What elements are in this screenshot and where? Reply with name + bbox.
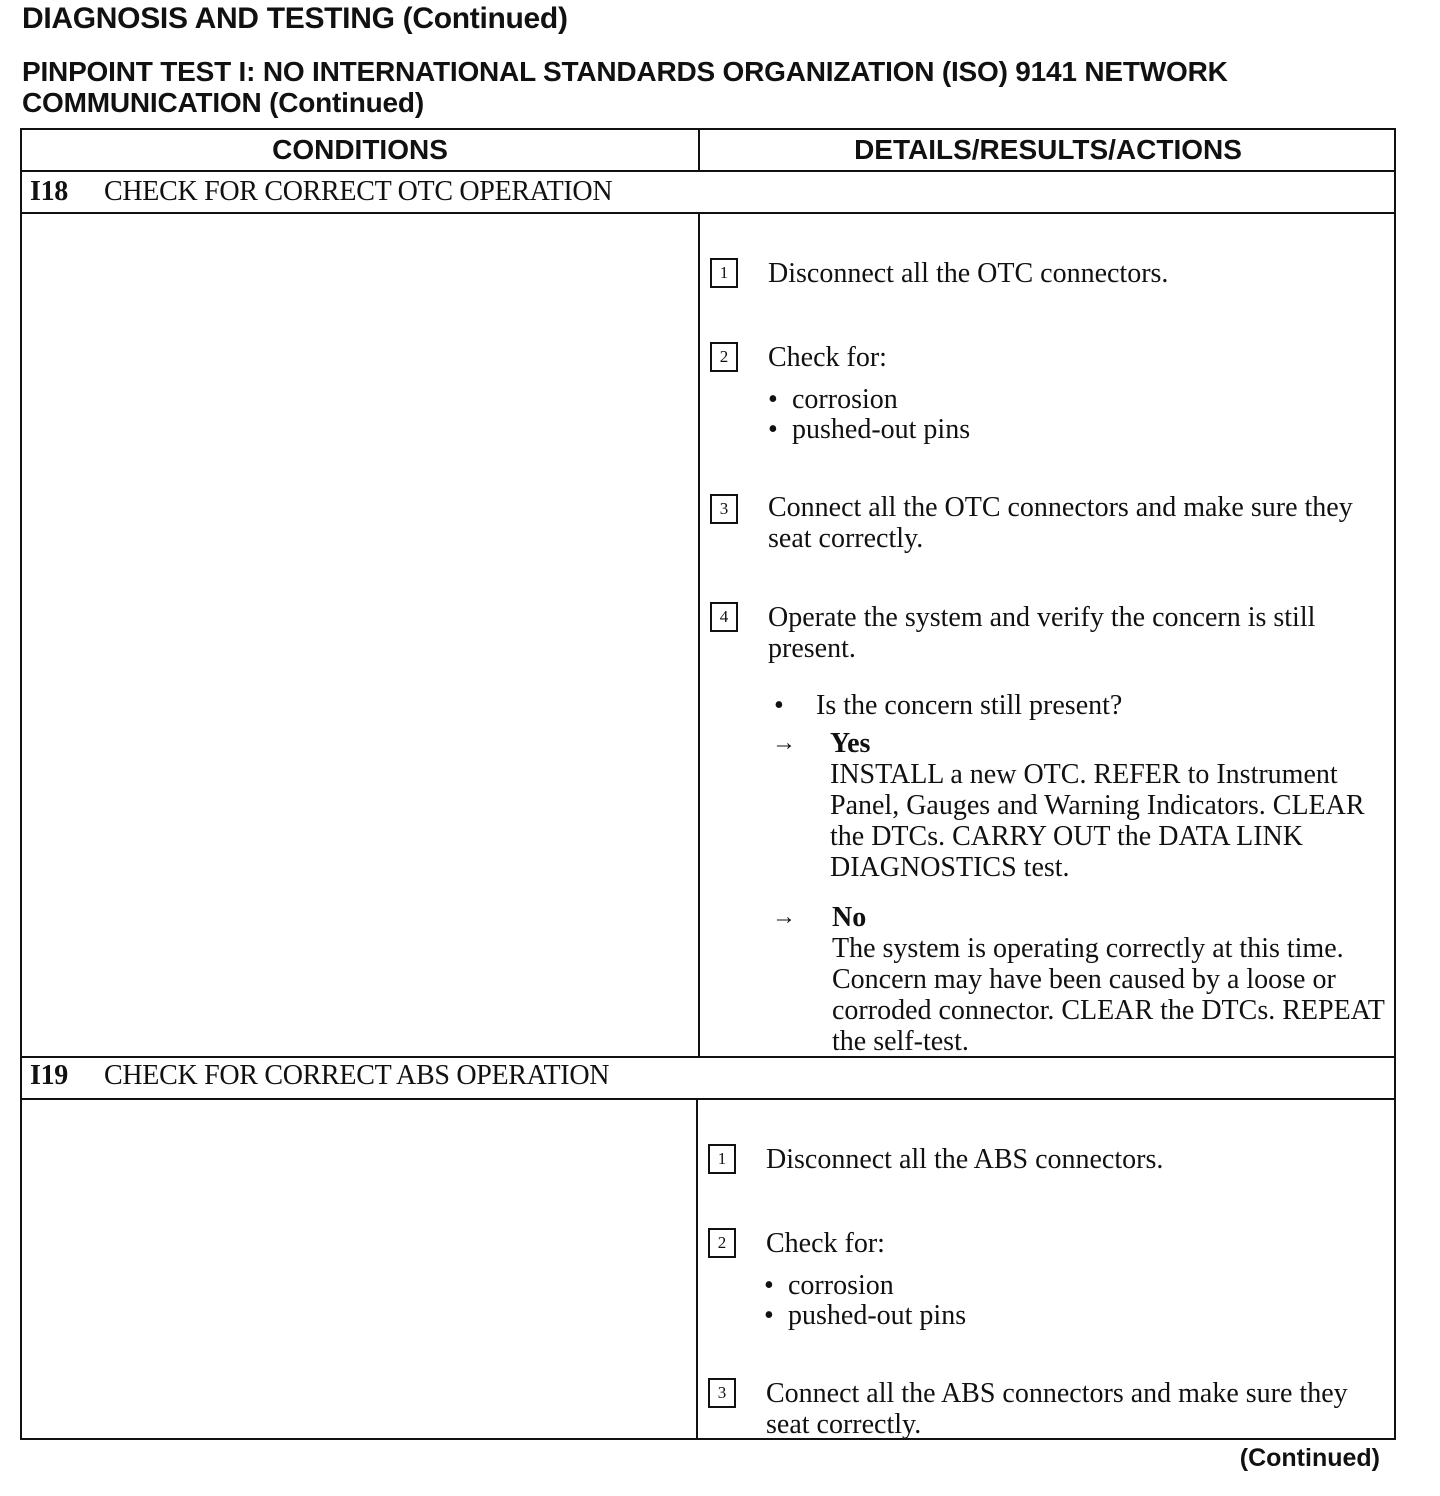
- step-text: Disconnect all the OTC connectors.: [768, 258, 1169, 289]
- answer-label: Yes: [830, 728, 871, 759]
- answer-text: INSTALL a new OTC. REFER to Instrument Panel, Gauges and Warning Indicators. CLEAR the DTCs. CARRY OUT the DATA LINK DIAGNOSTICS test.: [830, 759, 1365, 883]
- step-id: I18: [30, 176, 68, 207]
- step-text: Check for:: [766, 1228, 885, 1259]
- step-text: Connect all the ABS connectors and make sure they seat correctly.: [766, 1378, 1348, 1440]
- check-bullet: • pushed-out pins: [768, 414, 971, 445]
- step-number-box: 4: [710, 602, 738, 632]
- step-title: CHECK FOR CORRECT OTC OPERATION: [104, 176, 613, 207]
- conditions-header: CONDITIONS: [272, 134, 448, 165]
- step-number-box: 2: [710, 342, 738, 372]
- row-rule: [22, 212, 1394, 214]
- bullet-text: pushed-out pins: [792, 414, 971, 445]
- step-number-box: 1: [710, 258, 738, 288]
- bullet-text: corrosion: [792, 384, 898, 415]
- continued-label: (Continued): [1239, 1444, 1380, 1472]
- step-text: Disconnect all the ABS connectors.: [766, 1144, 1164, 1175]
- step-number-box: 1: [708, 1144, 736, 1174]
- row-rule: [22, 1098, 1394, 1100]
- step-heading-i19: [30, 1060, 609, 1092]
- step-number-box: 3: [708, 1378, 736, 1408]
- question-text: Is the concern still present?: [816, 690, 1123, 721]
- page-title: DIAGNOSIS AND TESTING (Continued): [22, 2, 568, 35]
- step-number-box: 3: [710, 494, 738, 524]
- step-text: Operate the system and verify the concern is still present.: [768, 602, 1316, 664]
- check-bullet: • corrosion: [768, 384, 898, 415]
- step-id: I19: [30, 1060, 68, 1091]
- arrow-right-icon: →: [772, 904, 796, 930]
- answer-label: No: [832, 902, 867, 933]
- step-heading-i18: [30, 176, 612, 208]
- bullet-text: pushed-out pins: [788, 1300, 967, 1331]
- column-divider: [696, 1098, 698, 1440]
- answer-no: [832, 902, 1392, 1057]
- step-number-box: 2: [708, 1228, 736, 1258]
- pinpoint-test-title: PINPOINT TEST I: NO INTERNATIONAL STANDARDS ORGANIZATION (ISO) 9141 NETWORK COMMUNICATION (Continued): [22, 56, 1228, 118]
- step-text: Check for:: [768, 342, 887, 373]
- question: • Is the concern still present?: [774, 690, 1123, 721]
- arrow-right-icon: →: [772, 730, 796, 756]
- column-divider: [698, 212, 700, 1056]
- header-divider: [698, 130, 700, 170]
- step-text: Connect all the OTC connectors and make sure they seat correctly.: [768, 492, 1353, 554]
- check-bullet: • corrosion: [764, 1270, 894, 1301]
- step-title: CHECK FOR CORRECT ABS OPERATION: [104, 1060, 610, 1091]
- details-header: DETAILS/RESULTS/ACTIONS: [854, 134, 1242, 165]
- answer-text: The system is operating correctly at this time. Concern may have been caused by a loose or corroded connector. CLEAR the DTCs. REPEAT the self-test.: [832, 933, 1385, 1057]
- header-rule: [22, 170, 1394, 172]
- bullet-text: corrosion: [788, 1270, 894, 1301]
- procedure-table: [20, 128, 1396, 1440]
- answer-yes: [830, 728, 1390, 883]
- check-bullet: • pushed-out pins: [764, 1300, 967, 1331]
